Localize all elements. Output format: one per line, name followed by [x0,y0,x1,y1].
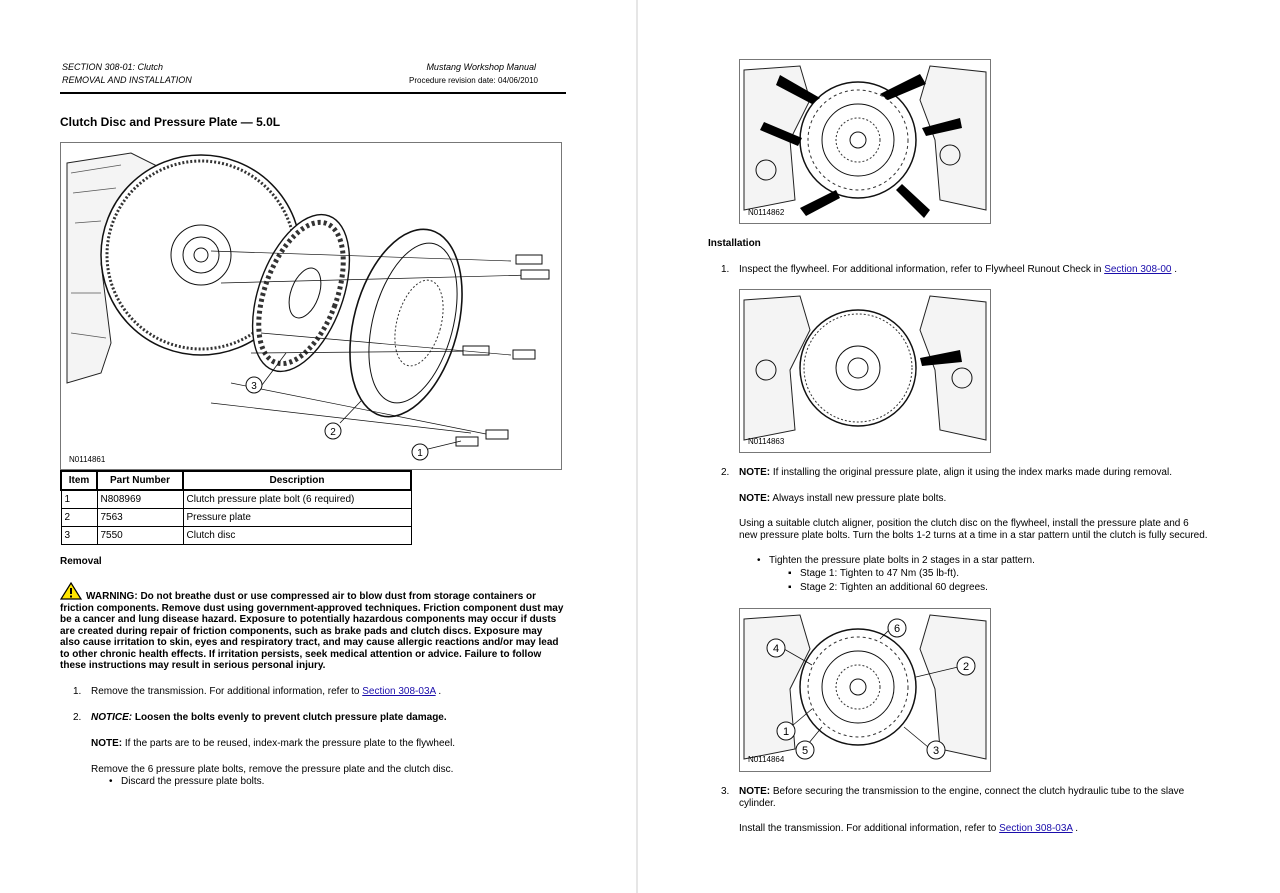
notice-text: Loosen the bolts evenly to prevent clutch pressure plate damage. [132,712,447,723]
step-2-text: Remove the 6 pressure plate bolts, remove the pressure plate and the clutch disc. [91,764,454,775]
install-step-1-end: . [1171,264,1178,275]
step-1-text: Remove the transmission. For additional information, refer to [91,686,363,697]
table-row [61,527,411,545]
callout-6: 6 [893,623,901,635]
figure-clutch-exploded [60,142,562,470]
cell-part: N808969 [97,490,183,509]
step-2-notice [91,712,447,724]
removal-heading: Removal [60,556,102,567]
stage-1: ▪ Stage 1: Tighten to 47 Nm (35 lb-ft). [800,568,959,580]
link-section-308-03a[interactable]: Section 308-03A [362,686,436,697]
figure-code: N0114862 [748,208,785,217]
table-row [61,490,411,509]
header-manual: Mustang Workshop Manual [426,62,536,72]
parts-table [60,470,412,545]
col-part-number: Part Number [97,471,183,490]
note-label: NOTE: [739,493,771,504]
cell-desc: Pressure plate [183,509,411,527]
install-step-3-text: Install the transmission. For additional information, refer to [739,823,1000,834]
col-description: Description [183,471,411,490]
page-title: Clutch Disc and Pressure Plate — 5.0L [60,115,281,129]
callout-1: 1 [782,726,790,738]
stage-2: ▪ Stage 2: Tighten an additional 60 degrees. [800,582,988,594]
callout-3: 3 [251,381,257,392]
bolt-location-illustration [740,60,990,223]
note-text: If installing the original pressure plate, align it using the index marks made during removal. [770,467,1172,478]
link-section-308-03a-install[interactable]: Section 308-03A [999,823,1073,834]
install-step-1-number: 1. [721,264,730,275]
note-text: Always install new pressure plate bolts. [770,493,947,504]
note-text: Before securing the transmission to the engine, connect the clutch hydraulic tube to the slave cylinder. [739,786,1185,809]
step-1 [91,686,441,698]
header-subsection: REMOVAL AND INSTALLATION [62,75,192,85]
clutch-exploded-illustration [61,143,561,469]
note-label: NOTE: [739,786,771,797]
callout-2: 2 [962,661,970,673]
link-section-308-00[interactable]: Section 308-00 [1104,264,1172,275]
tightening-sequence-illustration [740,609,990,771]
note-label: NOTE: [91,738,123,749]
table-row [61,509,411,527]
left-page [0,0,636,893]
figure-bolt-locations [739,59,991,224]
install-step-2-text: Using a suitable clutch aligner, position the clutch disc on the flywheel, install the pressure plate and 6 new pressure plate bolts. Turn the bolts 1-2 turns at a time in a star pattern until the clutch is fully secured. [739,518,1208,541]
install-step-3-number: 3. [721,786,730,797]
step-2-number: 2. [73,712,82,723]
warning-text: WARNING: Do not breathe dust or use compressed air to blow dust from storage containers or friction components. Remove dust using government-approved techniques. Friction component dust may be a cancer and lung disease hazard. Exposure to potentially hazardous components may occur if dusts are created during repair of friction components, such as brake pads and clutch discs. Exposure may also cause irritation to skin, eyes and respiratory tract, and may cause allergic reactions and/or may lead to other chronic health effects. If irritation persists, seek medical attention or advice. Failure to follow these instructions may result in serious personal injury. [60,591,564,671]
install-step-3 [739,823,1078,835]
header-rule [60,92,566,94]
cell-part: 7550 [97,527,183,545]
callout-2: 2 [330,427,336,438]
install-step-1 [739,264,1177,276]
cell-item: 3 [61,527,97,545]
install-step-2-bullet: • Tighten the pressure plate bolts in 2 stages in a star pattern. [769,555,1035,567]
step-2-bullet: • Discard the pressure plate bolts. [121,776,264,788]
callout-4: 4 [772,643,780,655]
callout-1: 1 [417,448,423,459]
figure-code: N0114864 [748,755,785,764]
header-revision: Procedure revision date: 04/06/2010 [409,76,538,85]
install-step-2-note-2 [739,493,946,505]
flywheel-illustration [740,290,990,452]
cell-item: 2 [61,509,97,527]
notice-label: NOTICE: [91,712,133,723]
col-item: Item [61,471,97,490]
install-step-3-note [739,786,1209,809]
header-section: SECTION 308-01: Clutch [62,62,164,72]
note-text: If the parts are to be reused, index-mark the pressure plate to the flywheel. [122,738,456,749]
install-step-1-text: Inspect the flywheel. For additional information, refer to Flywheel Runout Check in [739,264,1105,275]
installation-heading: Installation [708,238,761,249]
install-step-2-note-1 [739,467,1172,479]
figure-flywheel [739,289,991,453]
figure-code: N0114863 [748,437,785,446]
cell-part: 7563 [97,509,183,527]
step-2-note [91,738,455,750]
cell-desc: Clutch disc [183,527,411,545]
install-step-2-number: 2. [721,467,730,478]
figure-code: N0114861 [69,455,106,464]
right-page [638,0,1280,893]
cell-desc: Clutch pressure plate bolt (6 required) [183,490,411,509]
figure-tightening-sequence [739,608,991,772]
step-1-end: . [435,686,442,697]
install-step-3-end: . [1072,823,1079,834]
callout-5: 5 [801,745,809,757]
cell-item: 1 [61,490,97,509]
step-1-number: 1. [73,686,82,697]
note-label: NOTE: [739,467,771,478]
table-header-row [61,471,411,490]
callout-3: 3 [932,745,940,757]
